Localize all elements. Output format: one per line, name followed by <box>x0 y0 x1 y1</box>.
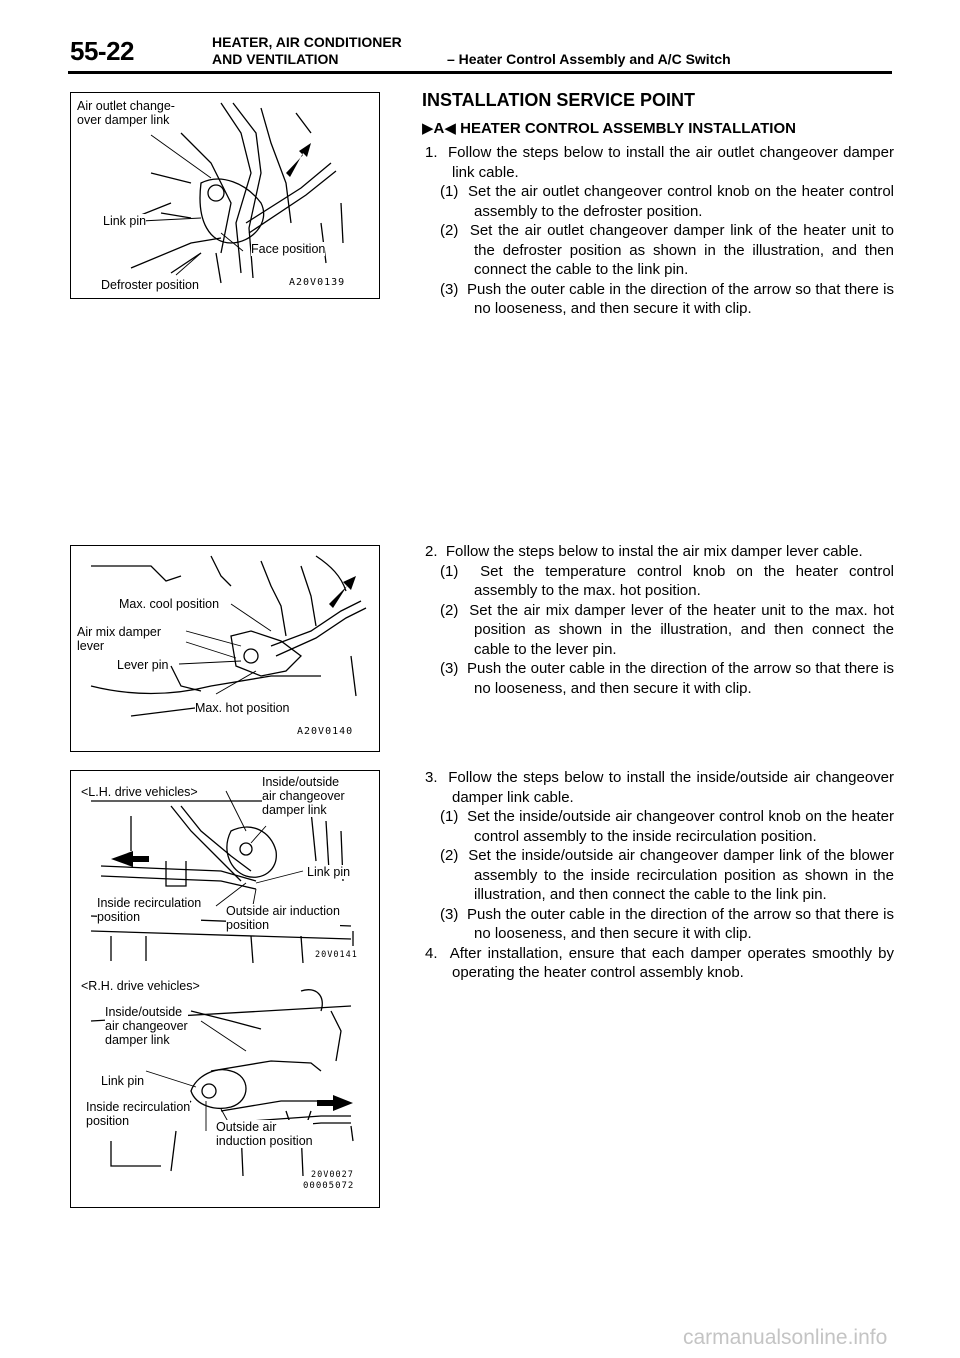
label-defroster-position: Defroster position <box>101 278 199 292</box>
label-lh-damper-link: Inside/outside air changeover damper link <box>262 775 345 817</box>
figure-code: A20V0139 <box>289 277 346 288</box>
label-max-cool-position: Max. cool position <box>119 597 220 611</box>
subtitle-text: HEATER CONTROL ASSEMBLY INSTALLATION <box>460 120 796 137</box>
step-3-block <box>412 768 894 983</box>
label-lh-link-pin: Link pin <box>307 865 351 879</box>
step-3-sub-1: (1) Set the inside/outside air changeover control knob on the heater control assembly to the inside recirculation position. <box>440 808 895 845</box>
figure-code: A20V0140 <box>297 726 354 737</box>
subsection-heading <box>422 119 796 137</box>
label-rh-link-pin: Link pin <box>101 1074 145 1088</box>
step-2-sub-3: (3) Push the outer cable in the direction of the arrow so that there is no looseness, and then secure it with clip. <box>440 660 895 697</box>
label-air-outlet-damper-link: Air outlet change- over damper link <box>77 99 175 127</box>
step-1-block <box>412 143 894 319</box>
label-lever-pin: Lever pin <box>117 658 169 672</box>
step-2: 2. Follow the steps below to instal the air mix damper lever cable. <box>425 543 863 560</box>
watermark: carmanualsonline.info <box>683 1326 888 1349</box>
step-4: 4. After installation, ensure that each damper operates smoothly by operating the heater control assembly knob. <box>425 944 894 981</box>
figure-inside-outside-damper <box>70 770 380 1208</box>
label-rh-drive-heading: <R.H. drive vehicles> <box>81 979 200 993</box>
header-rule <box>68 71 892 74</box>
label-lh-outside-induction: Outside air induction position <box>226 904 340 932</box>
step-2-sub-2: (2) Set the air mix damper lever of the heater unit to the max. hot position as shown in the illustration, and then connect the cable to the lever pin. <box>440 601 894 658</box>
step-1-sub-1: (1) Set the air outlet changeover control knob on the heater control assembly to the defroster position. <box>440 183 894 220</box>
label-rh-outside-induction: Outside air induction position <box>216 1120 313 1148</box>
page-number: 55-22 <box>70 36 134 66</box>
section-title-line1: HEATER, AIR CONDITIONER <box>212 34 402 50</box>
label-face-position: Face position <box>251 242 326 256</box>
step-2-sub-1: (1) Set the temperature control knob on the heater control assembly to the max. hot position. <box>440 562 894 599</box>
section-heading: INSTALLATION SERVICE POINT <box>422 90 696 110</box>
right-triangle-icon: ▶ <box>422 120 434 137</box>
subtitle-marker: A <box>433 120 445 137</box>
step-1: 1. Follow the steps below to install the air outlet changeover damper link cable. <box>425 144 894 181</box>
figure-code-rh-2: 00005072 <box>303 1181 355 1191</box>
label-link-pin: Link pin <box>103 214 147 228</box>
step-1-sub-2: (2) Set the air outlet changeover damper link of the heater unit to the defroster position as shown in the illustration, and then connect the cable to the link pin. <box>440 222 895 278</box>
left-triangle-icon: ◀ <box>444 120 456 137</box>
step-1-sub-3: (3) Push the outer cable in the direction of the arrow so that there is no looseness, and then secure it with clip. <box>440 280 895 317</box>
label-air-mix-damper-lever: Air mix damper lever <box>77 625 162 653</box>
label-lh-inside-recirculation: Inside recirculation position <box>97 896 202 924</box>
step-2-block <box>412 542 894 698</box>
label-rh-inside-recirculation: Inside recirculation position <box>86 1100 191 1128</box>
subsection-title: – Heater Control Assembly and A/C Switch <box>447 51 731 67</box>
step-3-sub-3: (3) Push the outer cable in the direction of the arrow so that there is no looseness, and then secure it with clip. <box>440 905 895 942</box>
section-title-line2: AND VENTILATION <box>212 51 339 67</box>
step-3: 3. Follow the steps below to install the inside/outside air changeover damper link cable. <box>425 769 894 806</box>
figure-code-lh: 20V0141 <box>315 950 358 960</box>
figure-code-rh: 20V0027 <box>311 1170 354 1180</box>
figure-air-outlet-damper <box>70 92 380 299</box>
label-lh-drive-heading: <L.H. drive vehicles> <box>81 785 198 799</box>
step-3-sub-2: (2) Set the inside/outside air changeover damper link of the blower assembly to the inside recirculation position as shown in the illustration, and then connect the cable to the link pin. <box>440 847 894 903</box>
figure-air-mix-damper <box>70 545 380 752</box>
label-rh-damper-link: Inside/outside air changeover damper link <box>105 1005 188 1047</box>
label-max-hot-position: Max. hot position <box>195 701 290 715</box>
